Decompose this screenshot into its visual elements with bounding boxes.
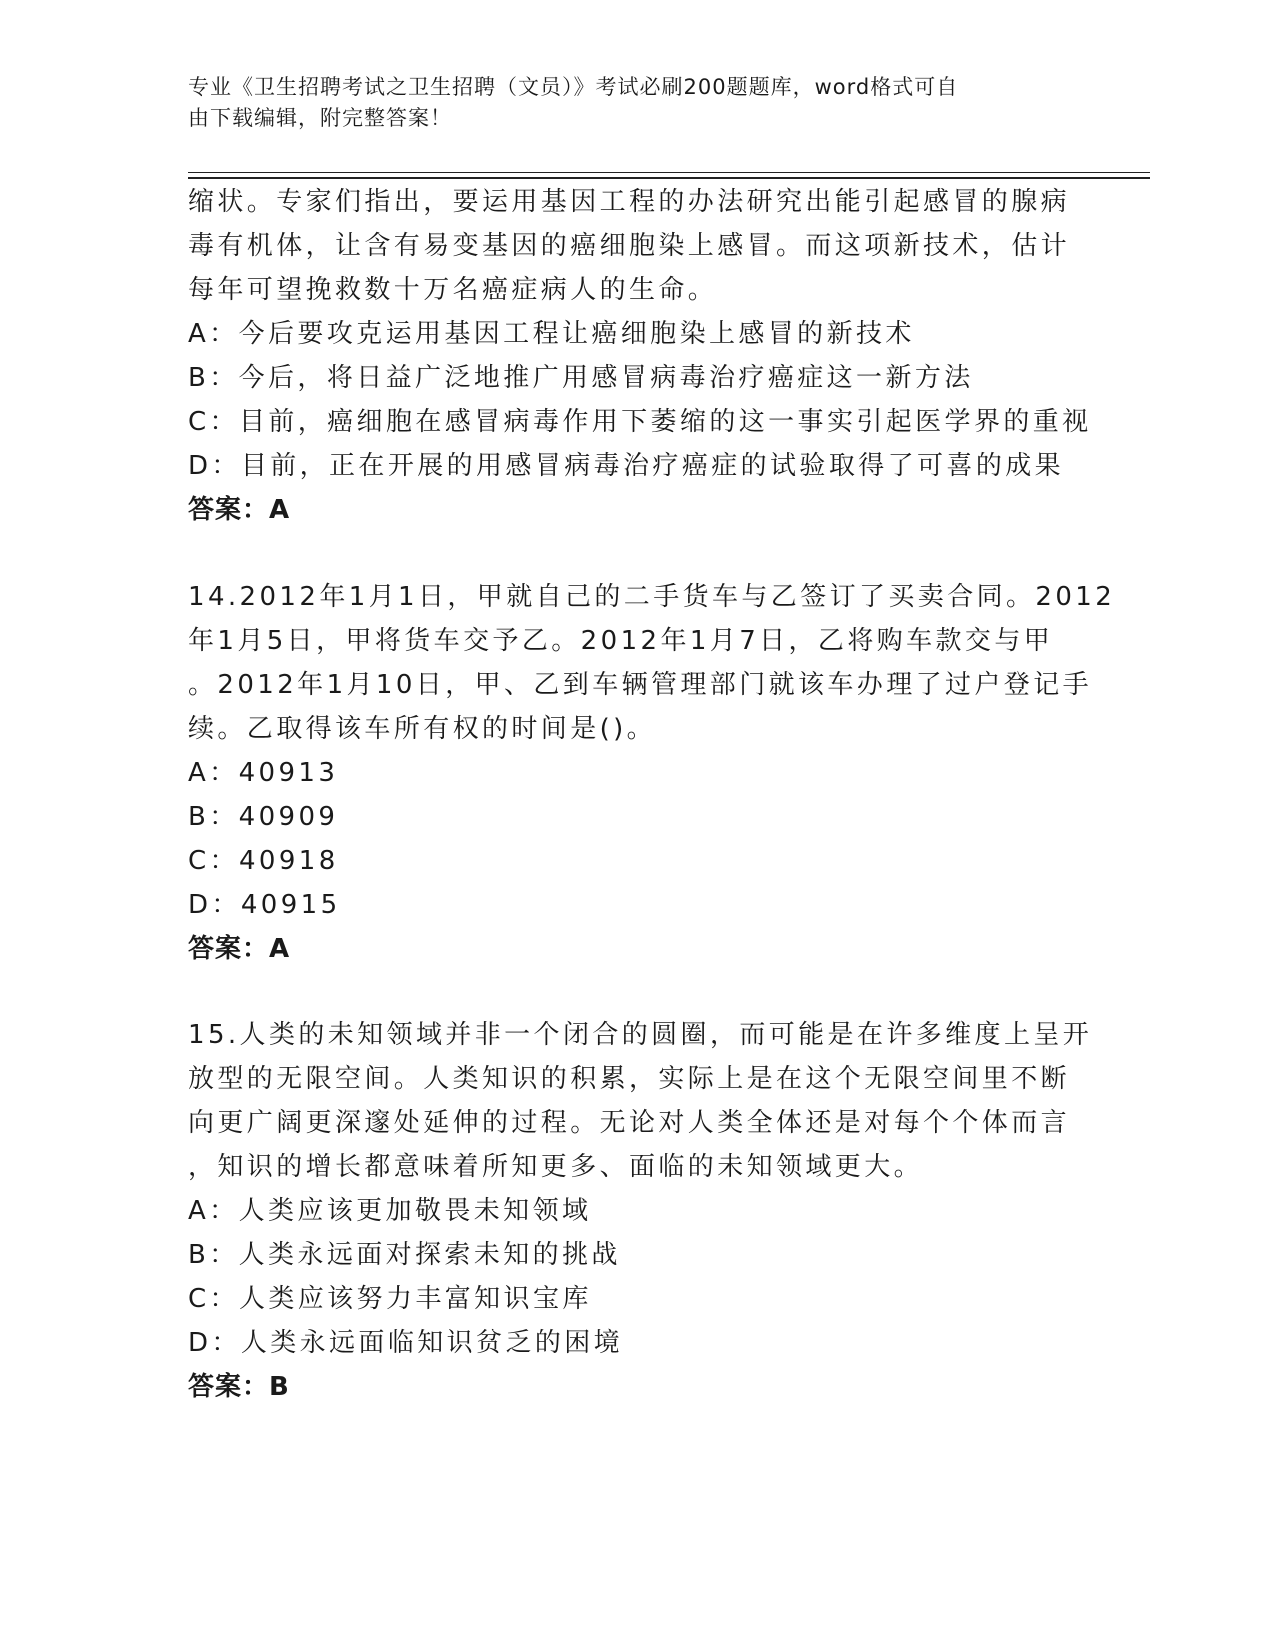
- q14-text-line-1: 14.2012年1月1日，甲就自己的二手货车与乙签订了买卖合同。2012: [188, 582, 1116, 612]
- q13-option-d: D：目前，正在开展的用感冒病毒治疗癌症的试验取得了可喜的成果: [188, 451, 1065, 481]
- q14-option-d: D：40915: [188, 890, 341, 920]
- q15-option-b: B：人类永远面对探索未知的挑战: [188, 1240, 621, 1270]
- q15-option-c: C：人类应该努力丰富知识宝库: [188, 1284, 592, 1314]
- header-divider-thick: [188, 177, 1150, 179]
- q13-option-a: A：今后要攻克运用基因工程让癌细胞染上感冒的新技术: [188, 319, 915, 349]
- q14-text-line-3: 。2012年1月10日，甲、乙到车辆管理部门就该车办理了过户登记手: [188, 670, 1092, 700]
- q14-text-line-4: 续。乙取得该车所有权的时间是()。: [188, 714, 657, 744]
- q13-option-c: C：目前，癌细胞在感冒病毒作用下萎缩的这一事实引起医学界的重视: [188, 407, 1092, 437]
- q13-text-line-1: 缩状。专家们指出，要运用基因工程的办法研究出能引起感冒的腺病: [188, 187, 1071, 217]
- header-title-line-1: 专业《卫生招聘考试之卫生招聘（文员）》考试必刷200题题库，word格式可自: [188, 75, 959, 99]
- q14-option-b: B：40909: [188, 802, 339, 832]
- q14-option-c: C：40918: [188, 846, 339, 876]
- q14-option-a: A：40913: [188, 758, 339, 788]
- q15-answer: 答案：B: [188, 1372, 290, 1402]
- q13-answer: 答案：A: [188, 495, 291, 525]
- q13-text-line-3: 每年可望挽救数十万名癌症病人的生命。: [188, 275, 718, 305]
- q15-option-a: A：人类应该更加敬畏未知领域: [188, 1196, 592, 1226]
- q14-answer: 答案：A: [188, 934, 291, 964]
- q15-text-line-4: ，知识的增长都意味着所知更多、面临的未知领域更大。: [188, 1152, 924, 1182]
- q13-text-line-2: 毒有机体，让含有易变基因的癌细胞染上感冒。而这项新技术，估计: [188, 231, 1071, 261]
- q15-option-d: D：人类永远面临知识贫乏的困境: [188, 1328, 624, 1358]
- document-header: [188, 72, 1068, 134]
- q14-text-line-2: 年1月5日，甲将货车交予乙。2012年1月7日，乙将购车款交与甲: [188, 626, 1054, 656]
- header-title-line-2: 由下载编辑，附完整答案！: [188, 106, 452, 130]
- header-divider-thin: [188, 172, 1150, 173]
- q13-option-b: B：今后，将日益广泛地推广用感冒病毒治疗癌症这一新方法: [188, 363, 974, 393]
- q15-text-line-2: 放型的无限空间。人类知识的积累，实际上是在这个无限空间里不断: [188, 1064, 1071, 1094]
- q15-text-line-1: 15.人类的未知领域并非一个闭合的圆圈，而可能是在许多维度上呈开: [188, 1020, 1093, 1050]
- q15-text-line-3: 向更广阔更深邃处延伸的过程。无论对人类全体还是对每个个体而言: [188, 1108, 1071, 1138]
